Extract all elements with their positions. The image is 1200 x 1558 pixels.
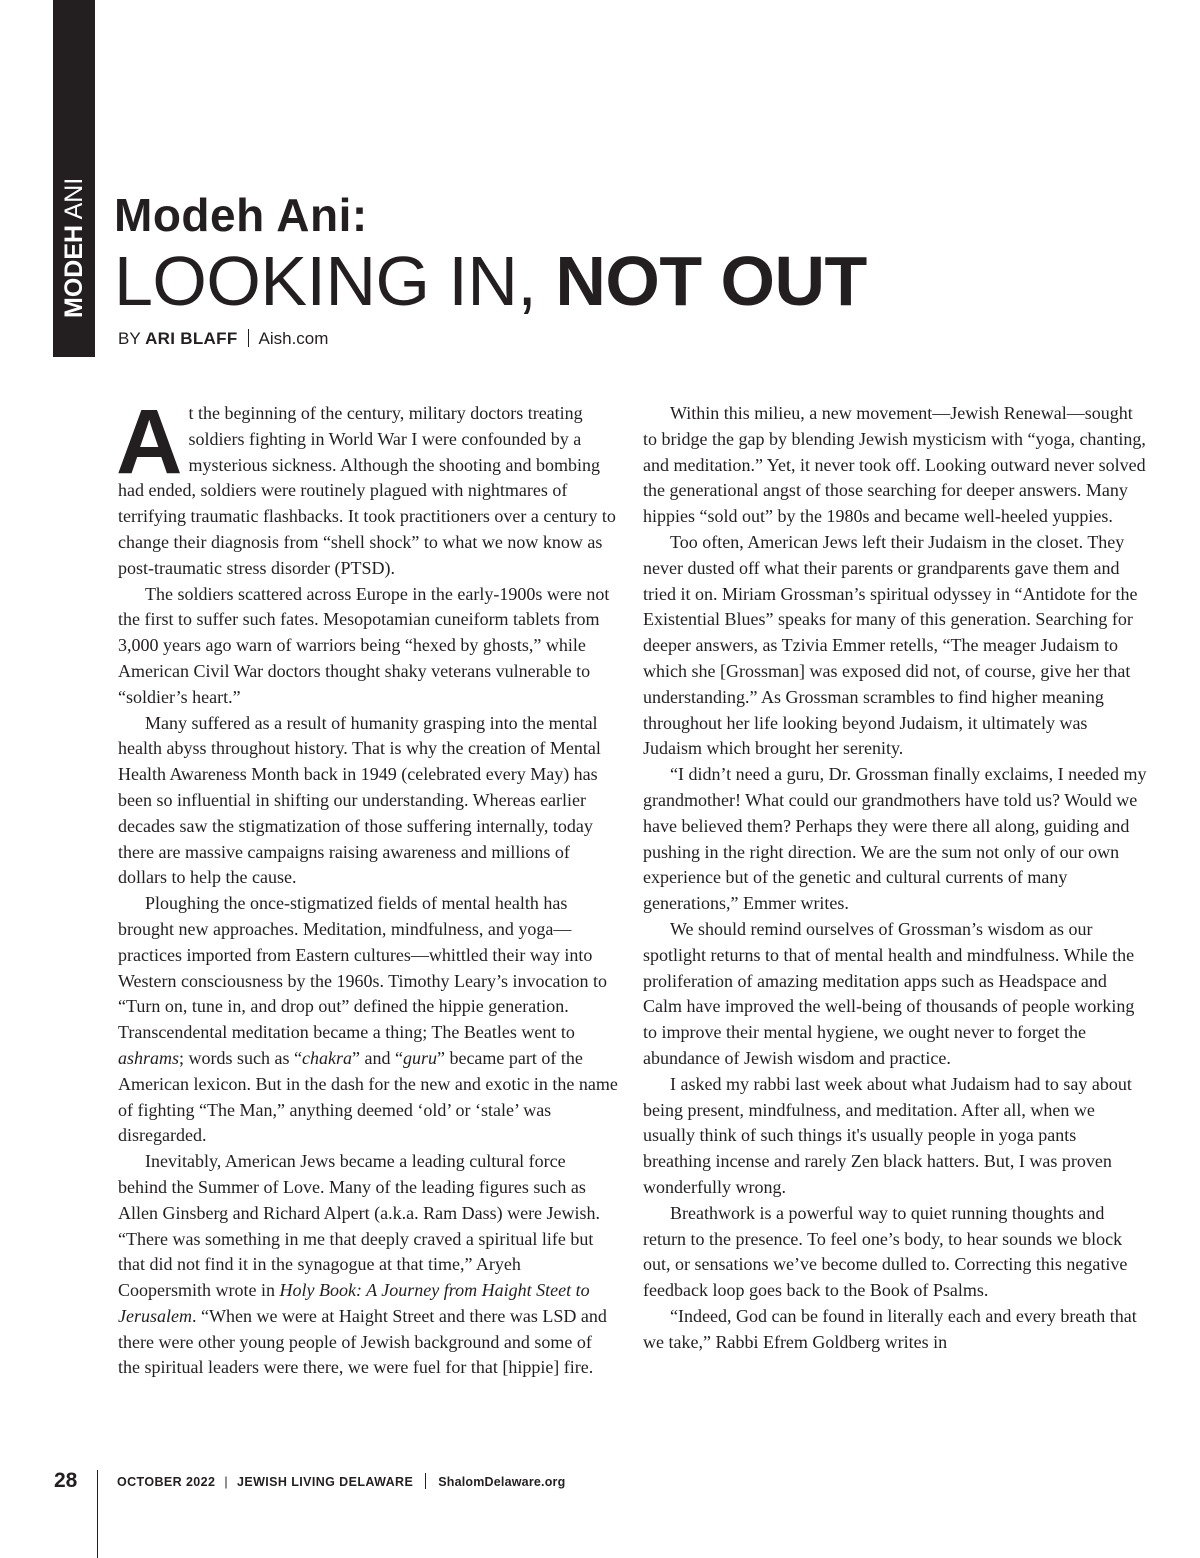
paragraph-1-text: t the beginning of the century, military doctors treating soldiers fighting in World War I were confounded by a mysterious sickness. Although the shooting and bombing had ended, soldiers were routinely plagued with nightmares of terrifying traumatic flashbacks. It took practitioners over a century to change their diagnosis from “shell shock” to what we now know as post-traumatic stress disorder (PTSD). bbox=[118, 403, 616, 578]
footer-divider bbox=[425, 1473, 426, 1489]
footer-website: ShalomDelaware.org bbox=[438, 1475, 566, 1489]
article-column-left bbox=[116, 391, 618, 1381]
paragraph-4-text-c: ” and “ bbox=[351, 1047, 403, 1068]
paragraph-8: “I didn’t need a guru, Dr. Grossman finally exclaims, I needed my grandmother! What could our grandmothers have told us? Would we have believed them? Perhaps they were there all along, guiding and pushing in the right direction. We are the sum not only of our own experience but of the genetic and cultural currents of many generations,” Emmer writes. bbox=[643, 764, 1147, 914]
footer-issue: OCTOBER 2022 bbox=[117, 1475, 216, 1489]
headline-light: LOOKING IN, bbox=[114, 242, 556, 320]
italic-ashrams: ashrams bbox=[118, 1047, 180, 1068]
byline-divider bbox=[248, 329, 249, 347]
paragraph-5 bbox=[118, 1149, 618, 1381]
paragraph-11: Breathwork is a powerful way to quiet running thoughts and return to the presence. To feel one’s body, to hear sounds we block out, or sensations we’ve become dulled to. Correcting this negative feedback loop goes back to the Book of Psalms. bbox=[643, 1202, 1128, 1301]
footer-vertical-rule bbox=[97, 1470, 98, 1558]
byline bbox=[118, 329, 328, 349]
section-tab bbox=[53, 0, 95, 357]
paragraph-1 bbox=[116, 391, 618, 582]
italic-guru: guru bbox=[402, 1047, 437, 1068]
paragraph-12: “Indeed, God can be found in literally each and every breath that we take,” Rabbi Efrem Goldberg writes in bbox=[643, 1305, 1137, 1352]
section-tab-label bbox=[62, 178, 87, 318]
article-kicker: Modeh Ani: bbox=[114, 189, 368, 241]
paragraph-7: Too often, American Jews left their Judaism in the closet. They never dusted off what their parents or grandparents gave them and tried it on. Miriam Grossman’s spiritual odyssey in “Antidote for the Existential Blues” speaks for many of this generation. Searching for deeper answers, as Tzivia Emmer retells, “The meager Judaism to which she [Grossman] was exposed did not, of course, give her that understanding.” As Grossman scrambles to find higher meaning throughout her life looking beyond Judaism, it ultimately was Judaism which brought her serenity. bbox=[643, 531, 1138, 759]
page-number: 28 bbox=[54, 1469, 78, 1492]
paragraph-4-text-a: Ploughing the once-stigmatized fields of mental health has brought new approaches. Meditation, mindfulness, and yoga—practices imported from Eastern cultures—whittled their way into Western consciousness by the 1960s. Timothy Leary’s invocation to “Turn on, tune in, and drop out” defined the hippie generation. Transcendental meditation became a thing; The Beatles went to bbox=[118, 893, 608, 1043]
article-headline bbox=[114, 242, 867, 320]
author-name: ARI BLAFF bbox=[145, 329, 238, 348]
paragraph-3: Many suffered as a result of humanity grasping into the mental health abyss throughout history. That is why the creation of Mental Health Awareness Month back in 1949 (celebrated every May) has been so influential in shifting our understanding. Whereas earlier decades saw the stigmatization of those suffering internally, today there are massive campaigns raising awareness and millions of dollars to help the cause. bbox=[118, 712, 601, 888]
article-column-right bbox=[643, 401, 1148, 1355]
paragraph-4-text-b: ; words such as “ bbox=[179, 1047, 302, 1068]
footer-separator: | bbox=[224, 1475, 229, 1489]
byline-source: Aish.com bbox=[258, 329, 329, 348]
footer-publication: JEWISH LIVING DELAWARE bbox=[237, 1475, 414, 1489]
paragraph-5-text-b: . “When we were at Haight Street and there was LSD and there were other young people of Jewish background and some of the spiritual leaders were there, we were fuel for that [hippie] fire. bbox=[118, 1305, 607, 1378]
section-tab-light: ANI bbox=[60, 177, 88, 225]
byline-prefix: BY bbox=[118, 329, 146, 348]
paragraph-6: Within this milieu, a new movement—Jewish Renewal—sought to bridge the gap by blending Jewish mysticism with “yoga, chanting, and meditation.” Yet, it never took off. Looking outward never solved the generational angst of those searching for deeper answers. Many hippies “sold out” by the 1980s and became well-heeled yuppies. bbox=[643, 403, 1146, 527]
italic-chakra: chakra bbox=[302, 1047, 352, 1068]
italic-book-title: Holy Book: A Journey from Haight Steet to Jerusalem bbox=[118, 1280, 590, 1326]
paragraph-10: I asked my rabbi last week about what Judaism had to say about being present, mindfulness, and meditation. After all, when we usually think of such things it's usually people in yoga pants breathing incense and rarely Zen black hatters. But, I was proven wonderfully wrong. bbox=[643, 1073, 1132, 1197]
headline-bold: NOT OUT bbox=[555, 242, 867, 320]
section-tab-bold: MODEH bbox=[60, 224, 88, 318]
paragraph-4 bbox=[118, 891, 618, 1149]
page-footer bbox=[54, 1470, 754, 1558]
drop-cap: A bbox=[116, 391, 183, 493]
paragraph-2: The soldiers scattered across Europe in the early-1900s were not the first to suffer such fates. Mesopotamian cuneiform tablets from 3,000 years ago warn of warriors being “hexed by ghosts,” while American Civil War doctors thought shaky veterans vulnerable to “soldier’s heart.” bbox=[118, 583, 610, 707]
paragraph-4-text-d: ” became part of the American lexicon. But in the dash for the new and exotic in the name of fighting “The Man,” anything deemed ‘old’ or ‘stale’ was disregarded. bbox=[118, 1047, 618, 1146]
footer-info bbox=[117, 1473, 565, 1489]
paragraph-5-text-a: Inevitably, American Jews became a leading cultural force behind the Summer of Love. Many of the leading figures such as Allen Ginsberg and Richard Alpert (a.k.a. Ram Dass) were Jewish. “There was something in me that deeply craved a spiritual life but that did not find it in the synagogue at that time,” Aryeh Coopersmith wrote in bbox=[118, 1151, 601, 1301]
paragraph-9: We should remind ourselves of Grossman’s wisdom as our spotlight returns to that of mental health and mindfulness. While the proliferation of amazing meditation apps such as Headspace and Calm have improved the well-being of thousands of people working to improve their mental hygiene, we ought never to forget the abundance of Jewish wisdom and practice. bbox=[643, 918, 1135, 1068]
